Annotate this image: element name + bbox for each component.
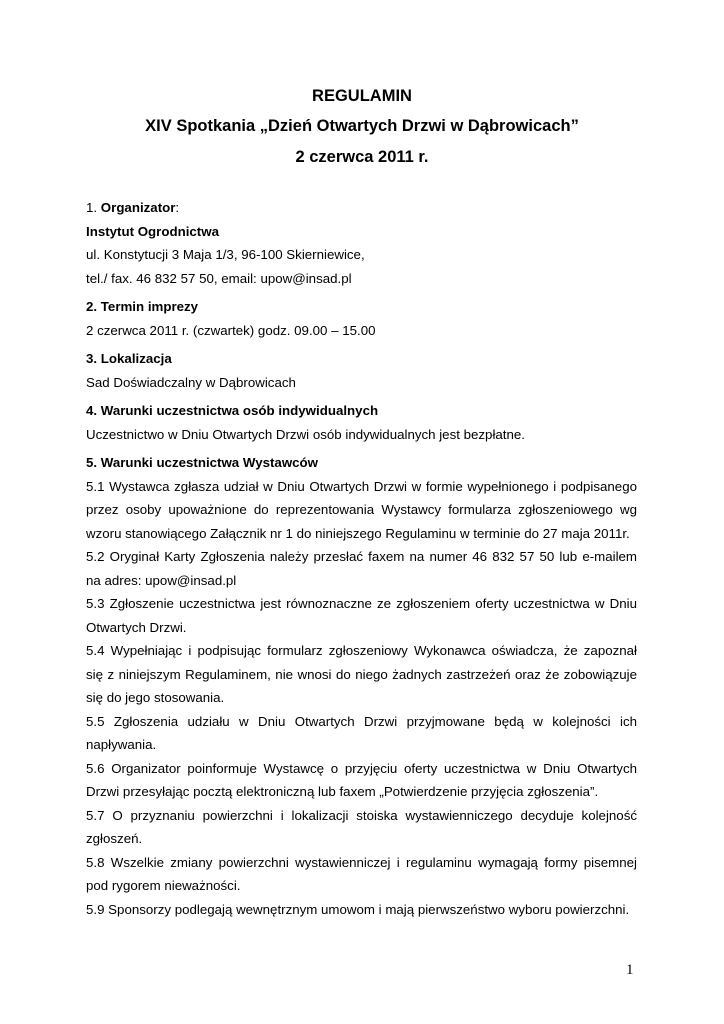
clause-line: 5.3 Zgłoszenie uczestnictwa jest równoznaczne ze zgłoszeniem oferty uczestnictwa w Dniu	[86, 596, 637, 611]
section-heading: 5. Warunki uczestnictwa Wystawców	[86, 455, 319, 470]
clause-line: 5.8 Wszelkie zmiany powierzchni wystawienniczej i regulaminu wymagają formy pisemnej	[86, 854, 637, 870]
organizer-address: ul. Konstytucji 3 Maja 1/3, 96-100 Skierniewice,	[86, 247, 365, 262]
section-heading: Organizator	[100, 200, 176, 215]
organizer-contact: tel./ fax. 46 832 57 50, email: upow@insad.pl	[86, 270, 352, 286]
clause-line: się do jego stosowania.	[86, 690, 225, 705]
page-number: 1	[626, 962, 634, 978]
section-location	[86, 347, 637, 394]
clause-line: 5.4 Wypełniając i podpisując formularz zgłoszeniowy Wykonawca oświadcza, że zapoznał	[86, 643, 637, 658]
clause-line: 5.6 Organizator poinformuje Wystawcę o przyjęciu oferty uczestnictwa w Dniu Otwartych	[86, 760, 637, 776]
section-number: 1.	[86, 200, 98, 215]
heading-colon: :	[175, 200, 180, 215]
section-individual-conditions	[86, 399, 637, 446]
section-organizer-heading	[86, 196, 637, 220]
document-body	[86, 196, 637, 926]
clause-5-6	[86, 757, 637, 804]
clause-5-7	[86, 804, 637, 851]
document-title: REGULAMIN	[312, 87, 412, 105]
section-heading: 3. Lokalizacja	[86, 351, 172, 366]
clause-line: zgłoszeń.	[86, 831, 143, 846]
clause-line: się z niniejszym Regulaminem, nie wnosi do niego żadnych zastrzeżeń oraz że zobowiązuje	[86, 666, 637, 682]
document-date: 2 czerwca 2011 r.	[295, 148, 429, 166]
clause-line: 5.9 Sponsorzy podlegają wewnętrznym umowom i mają pierwszeństwo wyboru powierzchni.	[86, 901, 630, 917]
section-text: 2 czerwca 2011 r. (czwartek) godz. 09.00 – 15.00	[86, 322, 376, 338]
clause-line: Drzwi przesyłając pocztą elektroniczną lub faxem „Potwierdzenie przyjęcia zgłoszenia”.	[86, 784, 599, 799]
section-text: Uczestnictwo w Dniu Otwartych Drzwi osób indywidualnych jest bezpłatne.	[86, 426, 525, 442]
clause-5-4	[86, 639, 637, 710]
organizer-name: Instytut Ogrodnictwa	[86, 223, 219, 239]
clause-line: na adres: upow@insad.pl	[86, 572, 237, 588]
clause-line: wzoru stanowiącego Załącznik nr 1 do niniejszego Regulaminu w terminie do 27 maja 2011r.	[86, 525, 630, 541]
section-date	[86, 295, 637, 342]
clause-5-8	[86, 851, 637, 898]
clause-line: 5.7 O przyznaniu powierzchni i lokalizacji stoiska wystawienniczego decyduje kolejność	[86, 807, 637, 823]
clause-5-1	[86, 475, 637, 546]
clause-line: Otwartych Drzwi.	[86, 619, 187, 635]
clause-5-5	[86, 710, 637, 757]
clause-line: 5.1 Wystawca zgłasza udział w Dniu Otwartych Drzwi w formie wypełnionego i podpisanego	[86, 478, 637, 494]
clause-line: pod rygorem nieważności.	[86, 878, 241, 893]
section-heading: 4. Warunki uczestnictwa osób indywidualnych	[86, 403, 379, 418]
clause-5-2	[86, 545, 637, 592]
document-subtitle: XIV Spotkania „Dzień Otwartych Drzwi w Dąbrowicach”	[145, 117, 579, 135]
section-exhibitor-conditions	[86, 451, 637, 921]
clause-5-3	[86, 592, 637, 639]
clause-line: napływania.	[86, 737, 157, 752]
clause-list	[86, 475, 637, 922]
clause-line: 5.2 Oryginał Karty Zgłoszenia należy przesłać faxem na numer 46 832 57 50 lub e-mailem	[86, 549, 637, 564]
section-organizer	[86, 196, 637, 290]
section-heading: 2. Termin imprezy	[86, 299, 199, 314]
clause-5-9	[86, 898, 637, 922]
clause-line: przez osoby upoważnione do reprezentowania Wystawcy formularza zgłoszeniowego wg	[86, 502, 637, 517]
clause-line: 5.5 Zgłoszenia udziału w Dniu Otwartych Drzwi przyjmowane będą w kolejności ich	[86, 713, 637, 729]
section-text: Sad Doświadczalny w Dąbrowicach	[86, 374, 296, 390]
